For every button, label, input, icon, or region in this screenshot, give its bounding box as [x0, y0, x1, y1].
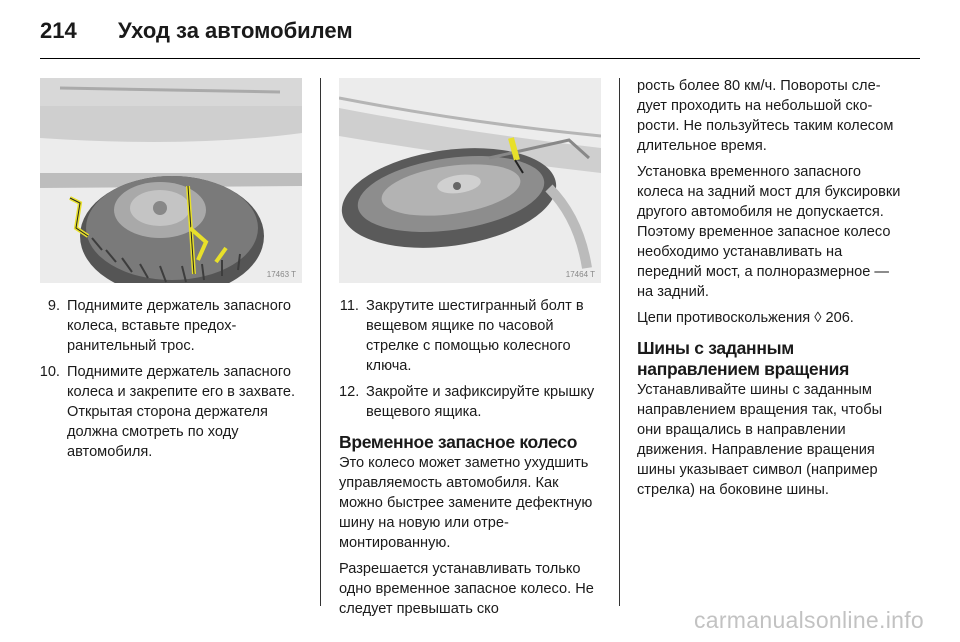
step-number: 11. — [339, 298, 359, 314]
column-2 — [339, 296, 605, 625]
paragraph-cross-reference — [637, 308, 905, 328]
figure-spare-wheel-holder — [40, 78, 302, 283]
list-item — [40, 296, 302, 356]
header-rule — [40, 58, 920, 59]
step-number: 10. — [39, 364, 60, 380]
page-title: Уход за автомобилем — [118, 18, 353, 43]
column-divider — [619, 78, 620, 606]
page-number: 214 — [40, 18, 77, 43]
figure-id: 17464 T — [565, 270, 595, 279]
illustration-spare-wheel-underside — [339, 78, 601, 283]
section-heading: Шины с заданным направлением вращения — [637, 338, 849, 379]
paragraph-text: Цепи противоскольжения — [637, 310, 815, 326]
list-item — [40, 362, 302, 462]
figure-id: 17463 T — [266, 270, 296, 279]
illustration-wheel-under-body — [40, 78, 302, 283]
step-number: 9. — [47, 298, 60, 314]
step-text: Поднимите держатель запасного колеса и закрепите его в захвате. Открытая сторона держателя должна смотреть по ходу автомобиля. — [67, 364, 296, 460]
step-text: Поднимите держатель запасного колеса, вставьте предохранительный трос. — [67, 298, 291, 354]
column-3 — [637, 76, 905, 506]
list-item — [339, 382, 605, 422]
paragraph: Установка временного запасного колеса на задний мост для буксировки другого автомобиля не допускается. Поэтому временное запасное колесо необходимо устанавливать на передний мост, а полноразмерное — на задний. — [637, 164, 901, 300]
paragraph: Это колесо может заметно ухудшить управляемость автомобиля. Как можно быстрее замените дефектную шину на новую или отремонтированную. — [339, 455, 593, 551]
figure-spare-wheel-bolt — [339, 78, 601, 283]
step-text: Закройте и зафиксируйте крышку вещевого ящика. — [366, 384, 595, 420]
page-reference-link[interactable]: 206. — [821, 310, 854, 326]
step-list — [40, 296, 302, 462]
paragraph: рость более 80 км/ч. Повороты следует проходить на небольшой скорости. Не пользуйтесь таким колесом длительное время. — [637, 78, 894, 154]
list-item — [339, 296, 605, 376]
step-number: 12. — [339, 384, 360, 400]
paragraph: Устанавливайте шины с заданным направлением вращения так, чтобы они вращались в направлении движения. Направление вращения шины указывает символ (например стрелка) на боковине шины. — [637, 382, 883, 498]
page-header — [40, 18, 353, 48]
page-reference-arrow-icon: ◊ — [814, 310, 822, 326]
column-1 — [40, 296, 302, 468]
column-divider — [320, 78, 321, 606]
watermark: carmanualsonline.info — [693, 607, 924, 633]
step-list — [339, 296, 605, 422]
step-text: Закрутите шестигранный болт в вещевом ящике по часовой стрелке с помощью колесного ключа. — [366, 298, 584, 374]
paragraph: Разрешается устанавливать только одно временное запасное колесо. Не следует превышать ско — [339, 561, 594, 617]
section-heading: Временное запасное колесо — [339, 432, 578, 452]
